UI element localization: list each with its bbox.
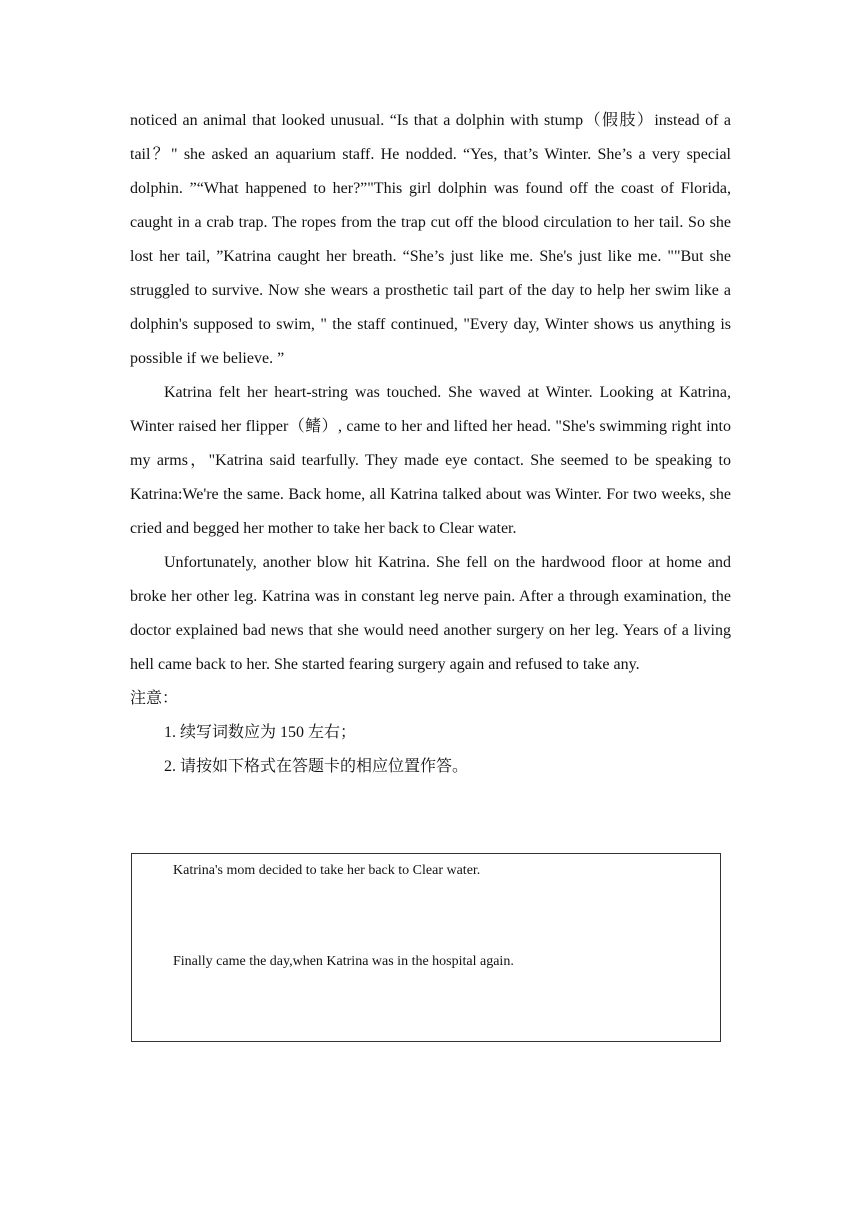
notes-title: 注意： bbox=[130, 690, 179, 707]
paragraph-1: noticed an animal that looked unusual. “Is that a dolphin with stump（假肢）instead of a tail？" she asked an aquarium staff. He nodded. “Yes, that’s Winter. She’s a very special dolphin. ”“What happened to her?”"This girl dolphin was found off the coast of Florida, caught in a crab trap. The ropes from the trap cut off the blood circulation to her tail. So she lost her tail, ”Katrina caught her breath. “She’s just like me. She's just like me. ""But she struggled to survive. Now she wears a prosthetic tail part of the day to help her swim like a dolphin's supposed to swim, " the staff continued, "Every day, Winter shows us anything is possible if we believe. ” bbox=[130, 112, 731, 367]
paragraph-2: Katrina felt her heart-string was touched. She waved at Winter. Looking at Katrina, Winter raised her flipper（鳍）, came to her and lifted her head. "She's swimming right into my arms，"Katrina said tearfully. They made eye contact. She seemed to be speaking to Katrina:We're the same. Back home, all Katrina talked about was Winter. For two weeks, she cried and begged her mother to take her back to Clear water. bbox=[130, 384, 731, 537]
passage-body bbox=[130, 104, 731, 784]
answer-box-line-1: Katrina's mom decided to take her back to Clear water. bbox=[173, 863, 481, 878]
note-item-2: 2. 请按如下格式在答题卡的相应位置作答。 bbox=[164, 758, 469, 775]
paragraph-3: Unfortunately, another blow hit Katrina. She fell on the hardwood floor at home and broke her other leg. Katrina was in constant leg nerve pain. After a through examination, the doctor explained bad news that she would need another surgery on her leg. Years of a living hell came back to her. She started fearing surgery again and refused to take any. bbox=[130, 554, 731, 673]
note-item-1: 1. 续写词数应为 150 左右； bbox=[164, 724, 357, 741]
answer-format-box bbox=[131, 853, 721, 1042]
answer-box-line-2: Finally came the day,when Katrina was in the hospital again. bbox=[173, 954, 514, 969]
